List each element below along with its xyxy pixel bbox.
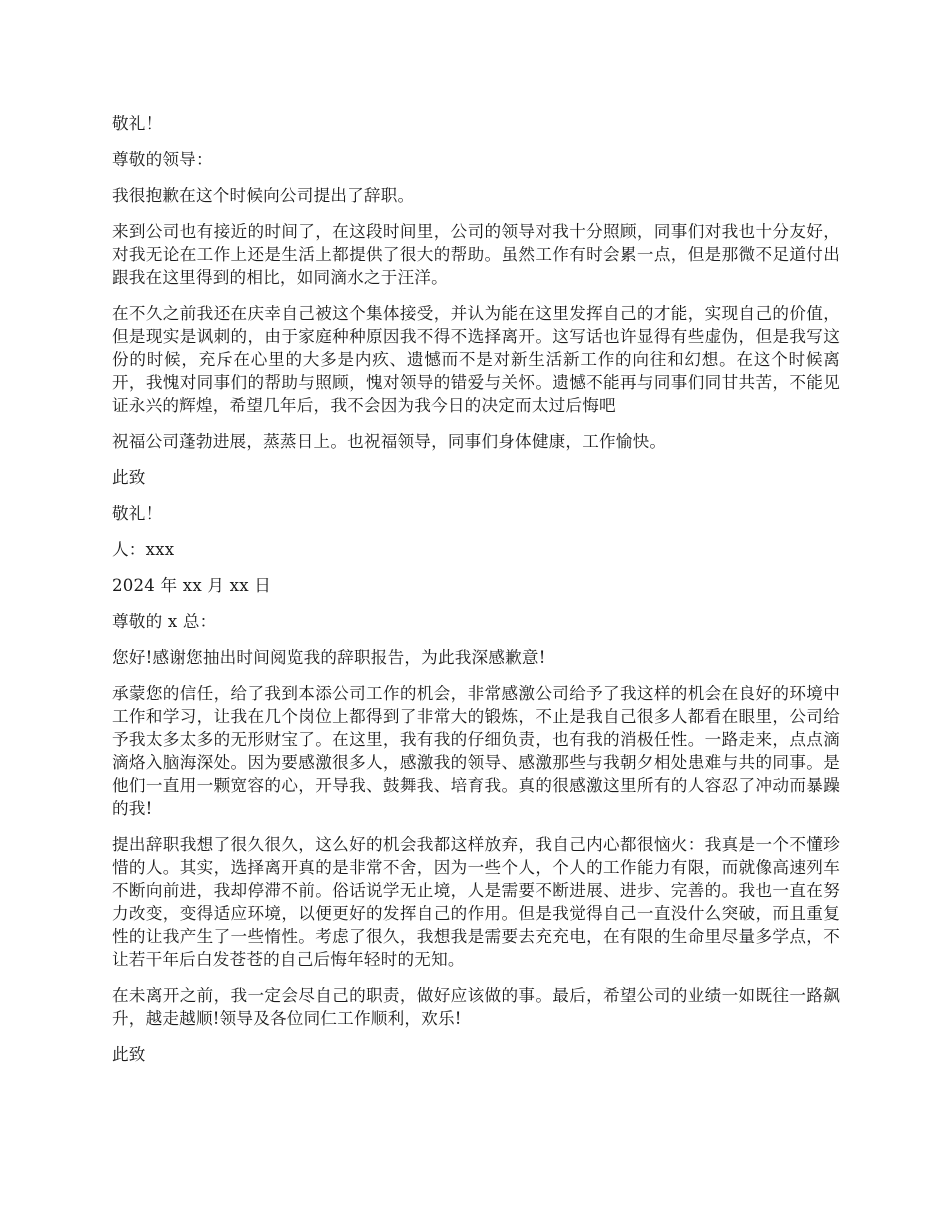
closing-phrase: 此致 (112, 1045, 146, 1064)
body-paragraph: 您好!感谢您抽出时间阅览我的辞职报告，为此我深感歉意! (112, 648, 546, 667)
closing-salute: 敬礼！ (112, 114, 163, 133)
body-paragraph: 在未离开之前，我一定会尽自己的职责，做好应该做的事。最后，希望公司的业绩一如既往一路飙升，越走越顺!领导及各位同仁工作顺利，欢乐! (112, 986, 840, 1028)
body-paragraph: 祝福公司蓬勃进展，蒸蒸日上。也祝福领导，同事们身体健康，工作愉快。 (112, 432, 667, 451)
body-paragraph: 来到公司也有接近的时间了，在这段时间里，公司的领导对我十分照顾，同事们对我也十分友好，对我无论在工作上还是生活上都提供了很大的帮助。虽然工作有时会累一点，但是那微不足道付出跟我在这里得到的相比，如同滴水之于汪洋。 (112, 222, 840, 287)
body-paragraph: 在不久之前我还在庆幸自己被这个集体接受，并认为能在这里发挥自己的才能，实现自己的价值，但是现实是讽刺的，由于家庭种种原因我不得不选择离开。这写话也许显得有些虚伪，但是我写这份的时候，充斥在心里的大多是内疚、遗憾而不是对新生活新工作的向往和幻想。在这个时候离开，我愧对同事们的帮助与照顾，愧对领导的错爱与关怀。遗憾不能再与同事们同甘共苦，不能见证永兴的辉煌，希望几年后，我不会因为我今日的决定而太过后悔吧 (112, 304, 840, 415)
signature-line: 人：xxx (112, 540, 175, 559)
closing-phrase: 此致 (112, 468, 146, 487)
salutation: 尊敬的领导： (112, 150, 213, 169)
body-paragraph: 承蒙您的信任，给了我到本添公司工作的机会，非常感激公司给予了我这样的机会在良好的环境中工作和学习，让我在几个岗位上都得到了非常大的锻炼，不止是我自己很多人都看在眼里，公司给予我太多太多的无形财宝了。在这里，我有我的仔细负责，也有我的消极任性。一路走来，点点滴滴烙入脑海深处。因为要感激很多人，感激我的领导、感激那些与我朝夕相处患难与共的同事。是他们一直用一颗宽容的心，开导我、鼓舞我、培育我。真的很感激这里所有的人容忍了冲动而暴躁的我! (112, 684, 840, 818)
document-page (112, 112, 840, 1079)
date-line: 2024 年 xx 月 xx 日 (112, 576, 272, 595)
body-paragraph: 提出辞职我想了很久很久，这么好的机会我都这样放弃，我自己内心都很恼火：我真是一个不懂珍惜的人。其实，选择离开真的是非常不舍，因为一些个人，个人的工作能力有限，而就像高速列车不断向前进，我却停滞不前。俗话说学无止境，人是需要不断进展、进步、完善的。我也一直在努力改变，变得适应环境，以便更好的发挥自己的作用。但是我觉得自己一直没什么突破，而且重复性的让我产生了一些惰性。考虑了很久，我想我是需要去充充电，在有限的生命里尽量多学点，不让若干年后白发苍苍的自己后悔年轻时的无知。 (112, 835, 840, 969)
body-paragraph: 我很抱歉在这个时候向公司提出了辞职。 (112, 186, 415, 205)
salutation: 尊敬的 x 总： (112, 612, 217, 631)
closing-salute: 敬礼！ (112, 504, 163, 523)
